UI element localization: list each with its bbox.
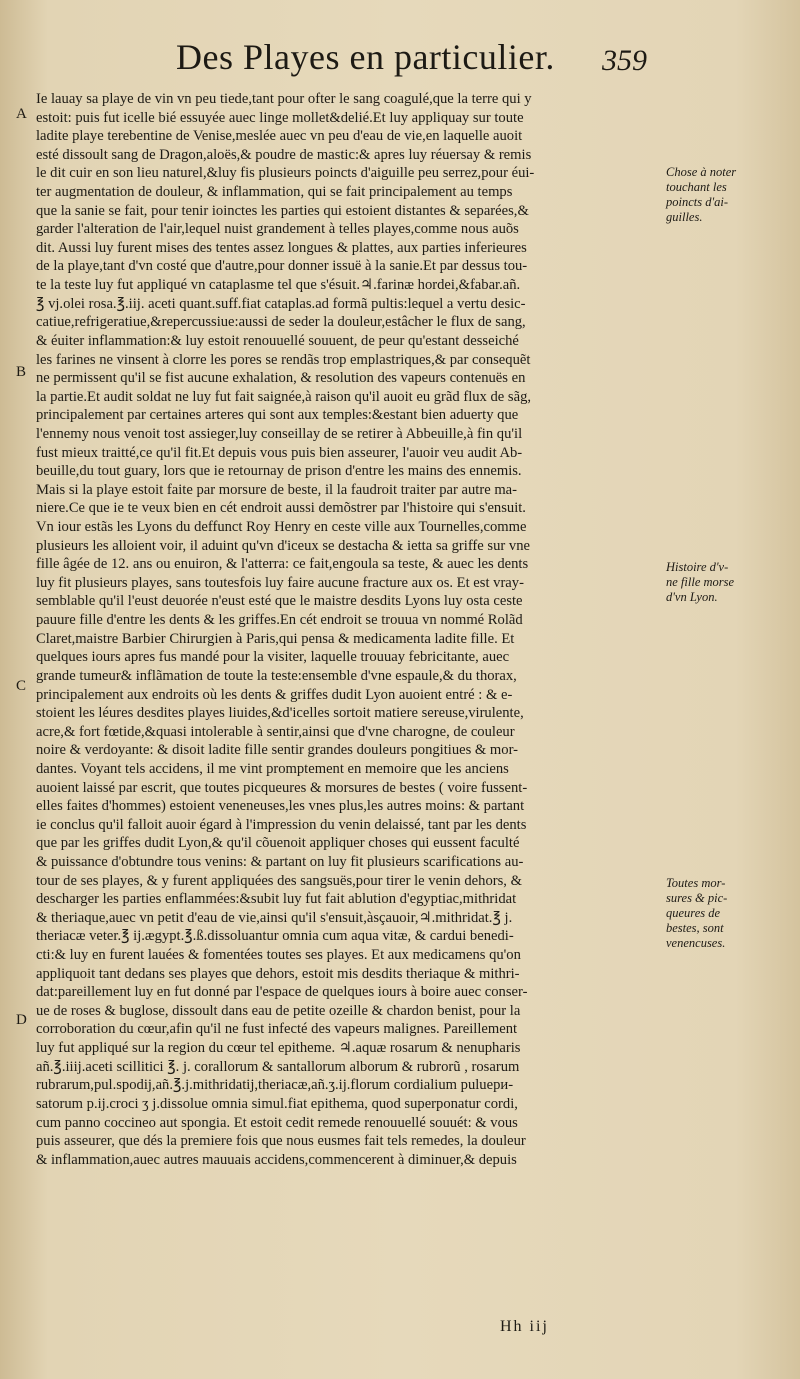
text-line: tour de ses playes, & y furent appliquées des sangsuës,pour tirer le venin dehors, & bbox=[36, 872, 522, 889]
text-line: niere.Ce que ie te veux bien en cét endroit aussi demõstrer par l'histoire qui s'ensuit. bbox=[36, 500, 526, 517]
text-line: ladite playe terebentine de Venise,meslée auec vn peu d'eau de vie,en laquelle auoit bbox=[36, 128, 523, 145]
side-note-line: sures & pic- bbox=[666, 891, 728, 905]
text-line: semblable qu'il l'eust deuorée n'eust esté que le maistre desdits Lyons luy osta ceste bbox=[36, 593, 523, 610]
text-line: ne permissent qu'il se fist aucune exhalation, & resolution des vapeurs contenuës en bbox=[36, 370, 526, 387]
page-header bbox=[170, 36, 670, 86]
text-line: ℥ vj.olei rosa.℥.iij. aceti quant.suff.fiat cataplas.ad formã pultis:lequel a vertu desic- bbox=[36, 295, 526, 312]
text-line: quelques iours apres fus mandé pour la visiter, laquelle trouuay febricitante, auec bbox=[36, 649, 510, 666]
text-line: Vn iour estãs les Lyons du deffunct Roy Henry en ceste ville aux Tournelles,comme bbox=[36, 519, 527, 536]
text-line: descharger les parties enflammées:&subit luy fut fait ablution d'egyptiac,mithridat bbox=[36, 891, 517, 908]
text-line: dantes. Voyant tels accidens, il me vint promptement en memoire que les anciens bbox=[36, 760, 509, 777]
text-line: que par les griffes dudit Lyon,& qu'il cõuenoit appliquer choses qui eussent faculté bbox=[36, 835, 520, 852]
text-line: te la teste luy fut appliqué vn cataplasme tel que s'ésuit.♃.farinæ hordei,&fabar.añ. bbox=[36, 277, 521, 294]
text-line: ie conclus qu'il falloit auoir égard à l'impression du venin delaissé, tant par les dents bbox=[36, 816, 527, 833]
text-line: & puissance d'obtundre tous venins: & partant on luy fit plusieurs scarifications au- bbox=[36, 853, 524, 870]
text-line: noire & verdoyante: & disoit ladite fille sentir grandes douleurs pongitiues & mor- bbox=[36, 742, 519, 759]
text-line: elles faites d'hommes) estoient veneneuses,les vnes plus,les autres moins: & partant bbox=[36, 798, 525, 815]
text-line: catiue,refrigeratiue,&repercussiue:aussi de seder la douleur,estâcher le flux de sang, bbox=[36, 314, 526, 331]
text-line: stoient les léures desdites playes liuides,&d'icelles sortoit matiere sereuse,virulente, bbox=[36, 705, 524, 722]
side-note-line: guilles. bbox=[666, 210, 703, 224]
text-line: que la sanie se fait, pour tenir ioinctes les parties qui estoient distantes & separées,& bbox=[36, 202, 529, 219]
text-line: beuille,du tout guary, lors que ie retournay de prison d'entre les mains des ennemis. bbox=[36, 463, 522, 480]
signature-mark: Hh iij bbox=[500, 1318, 549, 1335]
text-line: cum panno coccineo aut spongia. Et estoit cedit remede renouuellé souuét: & vous bbox=[36, 1114, 518, 1131]
text-line: l'ennemy nous venoit tost assieger,luy conseillay de se retirer à Abbeuille,à fin qu'il bbox=[36, 425, 523, 442]
page-number: 359 bbox=[602, 44, 647, 77]
text-line: dit. Aussi luy furent mises des tentes assez longues & plattes, aux parties inferieures bbox=[36, 239, 527, 256]
text-line: principalement par certaines arteres qui sont aux temples:&estant bien aduerty que bbox=[36, 407, 519, 424]
text-line: dat:pareillement luy en fut donné par l'espace de quelques iours à boire auec conser- bbox=[36, 984, 528, 1001]
side-note-line: venencuses. bbox=[666, 936, 726, 950]
text-line: rubrarum,pul.spodij,añ.℥.j.mithridatij,theriacæ,añ.ʒ.ij.florum cordialium puluери- bbox=[36, 1077, 514, 1094]
text-line: auoient laissé par escrit, que toutes picqueures & morsures de bestes ( voire fussent- bbox=[36, 779, 528, 796]
text-line: principalement aux endroits où les dents & griffes dudit Lyon auoient entré : & e- bbox=[36, 686, 513, 703]
text-line: la partie.Et audit soldat ne luy fut fait saignée,à raison qu'il auoit eu grãd flux de sãg, bbox=[36, 388, 532, 405]
margin-letter-b: B bbox=[16, 364, 27, 380]
text-line: puis asseurer, que dés la premiere fois que nous eusmes fait tels remedes, la douleur bbox=[36, 1133, 526, 1150]
text-line: luy fit plusieurs playes, sans toutesfois luy faire aucune fracture aux os. Et est vray- bbox=[36, 574, 524, 591]
text-line: ue de roses & buglose, dissoult dans eau de petite ozeille & chardon benist, pour la bbox=[36, 1002, 521, 1019]
side-note-needles bbox=[666, 165, 792, 225]
side-note-line: touchant les bbox=[666, 180, 727, 194]
text-line: plusieurs les alloient voir, il aduint qu'vn d'iceux se destacha & ietta sa griffe sur vne bbox=[36, 537, 530, 554]
text-line: añ.℥.iiij.aceti scillitici ℥. j. corallorum & santallorum alborum & rubrorũ , rosarum bbox=[36, 1058, 520, 1075]
side-note-line: queures de bbox=[666, 906, 721, 920]
running-title: Des Playes en particulier. bbox=[176, 37, 555, 77]
side-note-line: ne fille morse bbox=[666, 575, 735, 589]
text-line: ter augmentation de douleur, & inflammation, qui se fait principalement au temps bbox=[36, 184, 513, 201]
text-line: le dit cuir en son lieu naturel,&luy fis plusieurs poincts d'aiguille peu serrez,pour éui- bbox=[36, 165, 535, 182]
text-line: luy fut appliqué sur la region du cœur tel epitheme. ♃.aquæ rosarum & nenupharis bbox=[36, 1040, 521, 1057]
text-line: les farines ne vinsent à clorre les pores se rendãs trop emplastriques,& par consequẽt bbox=[36, 351, 531, 368]
text-line: appliquoit tant dedans ses playes que dehors, estoit mis desdits theriaque & mithri- bbox=[36, 965, 520, 982]
side-note-line: poincts d'ai- bbox=[666, 195, 729, 209]
text-line: pauure fille d'entre les dents & les griffes.En cét endroit se trouua vn nommé Rolãd bbox=[36, 612, 523, 629]
text-line: estoit: puis fut icelle bié essuyée auec linge mollet&delié.Et luy appliquay sur toute bbox=[36, 109, 524, 126]
side-note-line: Histoire d'v- bbox=[666, 560, 729, 574]
text-line: & inflammation,auec autres mauuais accidens,commencerent à diminuer,& depuis bbox=[36, 1151, 517, 1168]
text-line: garder l'alteration de l'air,lequel nuist grandement à telles playes,comme nous auõs bbox=[36, 221, 519, 238]
side-note-line: d'vn Lyon. bbox=[666, 590, 718, 604]
margin-letter-c: C bbox=[16, 678, 27, 694]
text-line: corroboration du cœur,afin qu'il ne fust infecté des vapeurs malignes. Pareillement bbox=[36, 1021, 518, 1038]
side-note-line: Chose à noter bbox=[666, 165, 737, 179]
text-line: grande tumeur& inflãmation de toute la teste:ensemble d'vne espaule,& du thorax, bbox=[36, 667, 517, 684]
side-note-line: Toutes mor- bbox=[666, 876, 726, 890]
text-line: cti:& luy en furent lauées & fomentées toutes ses playes. Et aux medicamens qu'on bbox=[36, 947, 521, 964]
text-line: de la playe,tant d'vn costé que d'autre,pour donner issuë à la sanie.Et par dessus tou- bbox=[36, 258, 528, 275]
text-line: fust mieux traitté,ce qu'il fit.Et depuis vous puis bien asseurer, l'auoir veu audit Ab- bbox=[36, 444, 523, 461]
text-line: fille âgée de 12. ans ou enuiron, & l'atterra: ce fait,engoula sa teste, & auec les dents bbox=[36, 556, 529, 573]
text-line: acre,& fort fœtide,&quasi intolerable à sentir,ainsi que d'vne charogne, de couleur bbox=[36, 723, 515, 740]
margin-letter-a: A bbox=[16, 106, 27, 122]
text-line: Ie lauay sa playe de vin vn peu tiede,tant pour ofter le sang coagulé,que la terre qui y bbox=[36, 91, 532, 107]
text-line: & éuiter inflammation:& luy estoit renouuellé souuent, de peur qu'estant desseiché bbox=[36, 332, 519, 349]
text-line: Mais si la playe estoit faite par morsure de beste, il la faudroit traiter par autre ma- bbox=[36, 481, 518, 498]
text-line: theriacæ veter.℥ ij.ægypt.℥.ß.dissoluantur omnia cum aqua vitæ, & cardui benedi- bbox=[36, 928, 514, 945]
side-note-line: bestes, sont bbox=[666, 921, 724, 935]
margin-letter-d: D bbox=[16, 1012, 27, 1028]
side-note-bites bbox=[666, 876, 792, 951]
text-line: Claret,maistre Barbier Chirurgien à Paris,qui pensa & medicamenta ladite fille. Et bbox=[36, 630, 515, 647]
text-line: esté dissoult sang de Dragon,aloës,& poudre de mastic:& apres luy réuersay & remis bbox=[36, 146, 532, 163]
text-line: & theriaque,auec vn petit d'eau de vie,ainsi qu'il s'ensuit,àsçauoir,♃.mithridat.℥ j. bbox=[36, 909, 513, 926]
side-note-lion bbox=[666, 560, 792, 605]
text-line: satorum p.ij.croci ʒ j.dissolue omnia simul.fiat epithema, quod superponatur cordi, bbox=[36, 1095, 518, 1112]
body-text bbox=[36, 90, 656, 1169]
